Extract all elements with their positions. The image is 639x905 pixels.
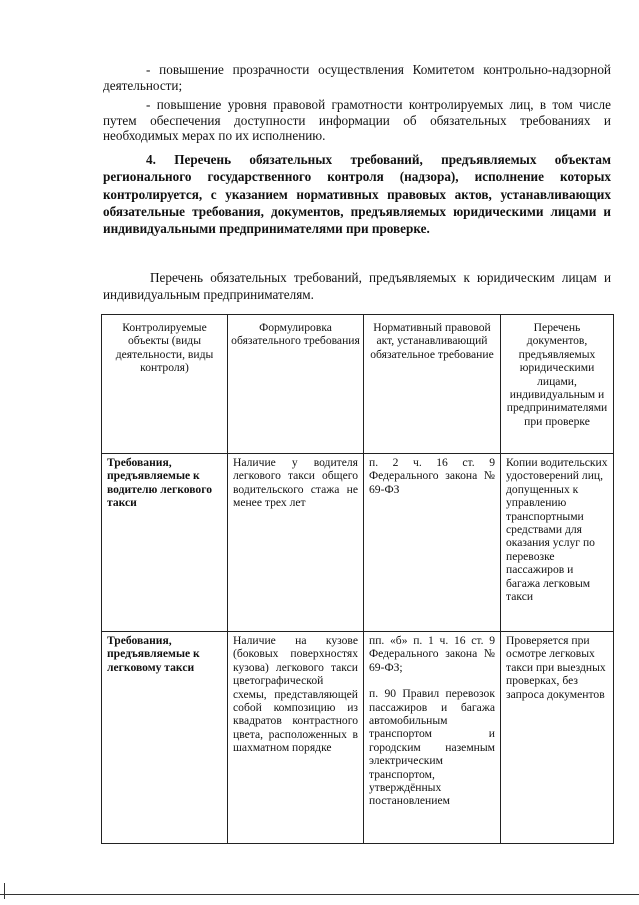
table-header-row: [102, 315, 614, 454]
row-requirement: Наличие на кузове (боковых поверхностях кузова) легкового такси цветографической схемы, представляющей собой композицию из квадратов контрастного цвета, расположенных в шахматном порядке: [228, 632, 364, 844]
row-documents: Проверяется при осмотре легковых такси при выездных проверках, без запроса документов: [501, 632, 614, 844]
legal-act-text: пп. «б» п. 1 ч. 16 ст. 9 Федерального закона № 69-ФЗ;: [369, 634, 495, 674]
requirements-table: [101, 314, 614, 844]
row-object: Требования, предъявляемые к водителю легкового такси: [102, 454, 228, 632]
header-objects: Контролируемые объекты (виды деятельности, виды контроля): [102, 315, 228, 454]
scan-corner-mark: [4, 883, 5, 899]
table-row: [102, 454, 614, 632]
row-object: Требования, предъявляемые к легковому такси: [102, 632, 228, 844]
row-documents: Копии водительских удостоверений лиц, допущенных к управлению транспортными средствами для оказания услуг по перевозке пассажиров и багажа легковым такси: [501, 454, 614, 632]
section-heading: 4. Перечень обязательных требований, предъявляемых объектам регионального государственного контроля (надзора), исполнение которых контролируется, с указанием нормативных правовых актов, устанавливающих обязательные требования, документов, предъявляемых юридическими лицами и индивидуальными предпринимателями при проверке.: [103, 152, 611, 237]
header-documents: Перечень документов, предъявляемых юридическими лицами, индивидуальным и предпринимателями при проверке: [501, 315, 614, 454]
header-requirement: Формулировка обязательного требования: [228, 315, 364, 454]
header-legal-act: Нормативный правовой акт, устанавливающий обязательное требование: [364, 315, 501, 454]
intro-paragraph: Перечень обязательных требований, предъявляемых к юридическим лицам и индивидуальным предпринимателям.: [103, 270, 611, 302]
paragraph-legal-literacy: - повышение уровня правовой грамотности контролируемых лиц, в том числе путем обеспечения доступности информации об обязательных требованиях и необходимых мерах по их исполнению.: [103, 97, 611, 144]
row-requirement: Наличие у водителя легкового такси общего водительского стажа не менее трех лет: [228, 454, 364, 632]
row-legal-act: [364, 454, 501, 632]
table-row: [102, 632, 614, 844]
legal-act-text: п. 90 Правил перевозок пассажиров и багажа автомобильным транспортом и городским наземным электрическим транспортом, утверждённых постановлением: [369, 687, 495, 808]
scan-bottom-edge: [0, 894, 639, 895]
legal-act-text: п. 2 ч. 16 ст. 9 Федерального закона № 69-ФЗ: [369, 456, 495, 496]
paragraph-transparency: - повышение прозрачности осуществления Комитетом контрольно-надзорной деятельности;: [103, 62, 611, 93]
row-legal-act: [364, 632, 501, 844]
